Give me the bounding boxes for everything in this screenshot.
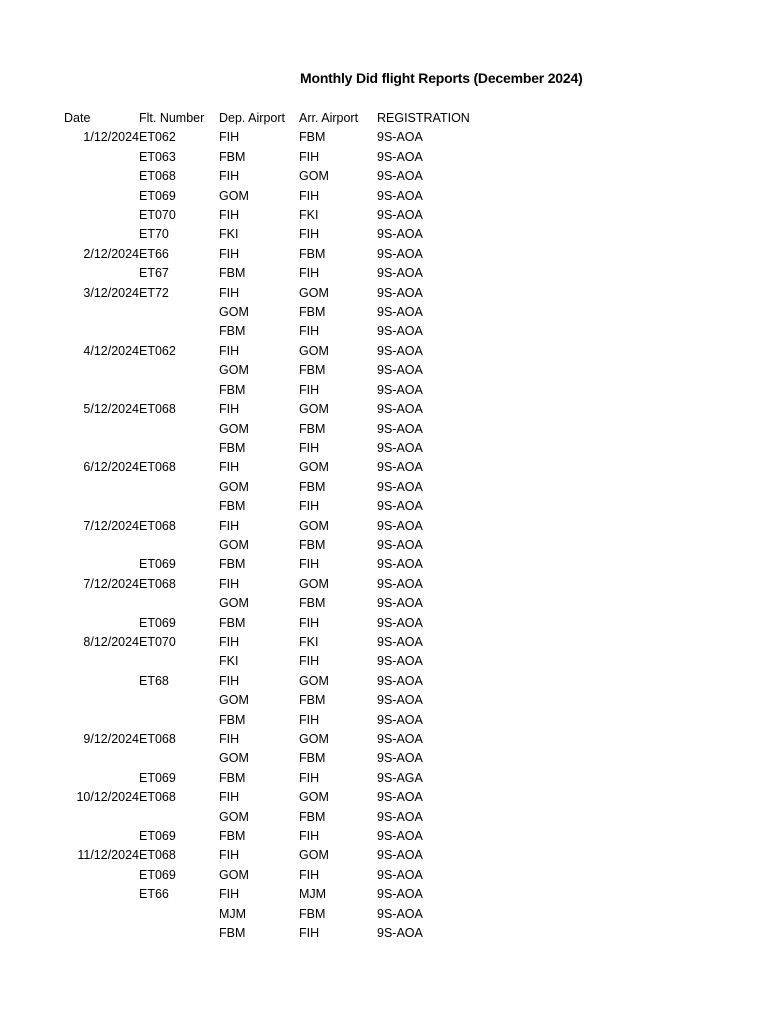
registration-cell: 9S-AOA [377,460,423,475]
arrival-airport-cell: FIH [299,227,320,242]
table-row [60,225,477,244]
flight-number-cell [139,497,219,516]
column-header-arrival-airport: Arr. Airport [299,111,359,125]
date-cell: 2/12/2024 [83,246,139,261]
flight-number-cell: ET68 [139,673,169,688]
flight-number-cell: ET068 [139,790,176,805]
table-row [60,128,477,147]
arrival-airport-cell: FIH [299,324,320,339]
date-cell [60,167,139,186]
table-row [60,594,477,613]
table-row [60,458,477,477]
date-cell [60,303,139,322]
departure-airport-cell: MJM [219,906,247,921]
date-cell [60,691,139,710]
column-header-registration: REGISTRATION [377,111,470,125]
date-cell [60,497,139,516]
departure-airport-cell: FIH [219,887,240,902]
table-row [60,187,477,206]
date-cell [60,555,139,574]
flight-number-cell [139,905,219,924]
departure-airport-cell: FIH [219,402,240,417]
registration-cell: 9S-AOA [377,343,423,358]
registration-cell: 9S-AOA [377,518,423,533]
arrival-airport-cell: FBM [299,537,326,552]
date-cell [60,924,139,943]
flight-number-cell [139,478,219,497]
date-cell [60,148,139,167]
table-row [60,439,477,458]
registration-cell: 9S-AOA [377,188,423,203]
registration-cell: 9S-AOA [377,634,423,649]
date-cell [60,905,139,924]
table-row [60,148,477,167]
arrival-airport-cell: FBM [299,130,326,145]
registration-cell: 9S-AOA [377,906,423,921]
departure-airport-cell: GOM [219,421,249,436]
arrival-airport-cell: FIH [299,440,320,455]
departure-airport-cell: FIH [219,576,240,591]
flight-number-cell: ET070 [139,208,176,223]
departure-airport-cell: FBM [219,557,246,572]
flight-number-cell: ET70 [139,227,169,242]
table-row [60,536,477,555]
date-cell: 10/12/2024 [76,790,139,805]
date-cell [60,187,139,206]
departure-airport-cell: FKI [219,654,239,669]
date-cell [60,827,139,846]
arrival-airport-cell: GOM [299,848,329,863]
flight-number-cell [139,808,219,827]
flight-number-cell [139,594,219,613]
arrival-airport-cell: FIH [299,829,320,844]
registration-cell: 9S-AOA [377,887,423,902]
arrival-airport-cell: MJM [299,887,327,902]
flight-number-cell: ET66 [139,887,169,902]
table-row [60,361,477,380]
departure-airport-cell: GOM [219,363,249,378]
registration-cell: 9S-AOA [377,266,423,281]
registration-cell: 9S-AOA [377,673,423,688]
departure-airport-cell: FIH [219,518,240,533]
registration-cell: 9S-AOA [377,324,423,339]
flight-report-table [60,109,477,943]
arrival-airport-cell: FIH [299,615,320,630]
registration-cell: 9S-AOA [377,402,423,417]
flight-number-cell [139,749,219,768]
arrival-airport-cell: FBM [299,479,326,494]
date-cell [60,614,139,633]
table-header [60,109,477,128]
table-row [60,167,477,186]
flight-number-cell: ET66 [139,246,169,261]
table-row [60,672,477,691]
table-row [60,400,477,419]
departure-airport-cell: FBM [219,615,246,630]
arrival-airport-cell: GOM [299,460,329,475]
table-row [60,905,477,924]
arrival-airport-cell: GOM [299,402,329,417]
registration-cell: 9S-AOA [377,654,423,669]
registration-cell: 9S-AOA [377,751,423,766]
flight-number-cell: ET068 [139,169,176,184]
table-row [60,846,477,865]
arrival-airport-cell: FIH [299,926,320,941]
registration-cell: 9S-AOA [377,382,423,397]
flight-number-cell [139,652,219,671]
departure-airport-cell: FBM [219,499,246,514]
column-header-departure-airport: Dep. Airport [219,111,286,125]
arrival-airport-cell: FBM [299,305,326,320]
table-row [60,206,477,225]
registration-cell: 9S-AOA [377,615,423,630]
flight-number-cell: ET069 [139,615,176,630]
flight-number-cell: ET062 [139,130,176,145]
date-cell: 1/12/2024 [83,130,139,145]
date-cell [60,885,139,904]
registration-cell: 9S-AOA [377,305,423,320]
column-header-flight-number: Flt. Number [139,111,205,125]
registration-cell: 9S-AOA [377,867,423,882]
registration-cell: 9S-AOA [377,227,423,242]
flight-number-cell [139,924,219,943]
departure-airport-cell: GOM [219,479,249,494]
table-row [60,303,477,322]
arrival-airport-cell: FBM [299,693,326,708]
registration-cell: 9S-AOA [377,596,423,611]
flight-number-cell [139,381,219,400]
registration-cell: 9S-AOA [377,169,423,184]
registration-cell: 9S-AOA [377,363,423,378]
table-row [60,749,477,768]
departure-airport-cell: FIH [219,285,240,300]
flight-number-cell [139,439,219,458]
arrival-airport-cell: FIH [299,266,320,281]
departure-airport-cell: FBM [219,770,246,785]
date-cell [60,478,139,497]
flight-number-cell [139,536,219,555]
arrival-airport-cell: GOM [299,518,329,533]
arrival-airport-cell: FBM [299,246,326,261]
arrival-airport-cell: FIH [299,188,320,203]
arrival-airport-cell: FKI [299,634,319,649]
table-row [60,478,477,497]
registration-cell: 9S-AOA [377,848,423,863]
departure-airport-cell: FBM [219,829,246,844]
departure-airport-cell: FKI [219,227,239,242]
flight-number-cell [139,711,219,730]
arrival-airport-cell: FBM [299,363,326,378]
flight-number-cell: ET068 [139,732,176,746]
departure-airport-cell: FIH [219,790,240,805]
date-cell [60,808,139,827]
date-cell [60,672,139,691]
date-cell [60,420,139,439]
arrival-airport-cell: GOM [299,732,329,746]
arrival-airport-cell: GOM [299,790,329,805]
registration-cell: 9S-AOA [377,421,423,436]
table-row [60,691,477,710]
flight-number-cell: ET069 [139,867,176,882]
flight-number-cell: ET068 [139,460,176,475]
flight-number-cell: ET069 [139,188,176,203]
arrival-airport-cell: FBM [299,421,326,436]
registration-cell: 9S-AOA [377,809,423,824]
date-cell: 4/12/2024 [83,343,139,358]
departure-airport-cell: FIH [219,208,240,223]
arrival-airport-cell: GOM [299,673,329,688]
departure-airport-cell: FBM [219,382,246,397]
flight-number-cell: ET070 [139,634,176,649]
departure-airport-cell: FBM [219,440,246,455]
table-row [60,517,477,536]
date-cell: 7/12/2024 [83,576,139,591]
date-cell [60,652,139,671]
arrival-airport-cell: FBM [299,809,326,824]
arrival-airport-cell: FIH [299,149,320,164]
table-row [60,769,477,788]
arrival-airport-cell: FIH [299,770,320,785]
flight-number-cell: ET062 [139,343,176,358]
registration-cell: 9S-AOA [377,829,423,844]
registration-cell: 9S-AGA [377,770,423,785]
table-row [60,827,477,846]
departure-airport-cell: FIH [219,246,240,261]
arrival-airport-cell: FBM [299,596,326,611]
table-row [60,924,477,943]
table-row [60,652,477,671]
flight-number-cell: ET068 [139,576,176,591]
departure-airport-cell: GOM [219,693,249,708]
departure-airport-cell: FIH [219,460,240,475]
departure-airport-cell: FIH [219,130,240,145]
date-cell: 7/12/2024 [83,518,139,533]
departure-airport-cell: GOM [219,809,249,824]
registration-cell: 9S-AOA [377,537,423,552]
arrival-airport-cell: FIH [299,867,320,882]
date-cell [60,536,139,555]
date-cell: 9/12/2024 [83,732,139,746]
departure-airport-cell: GOM [219,751,249,766]
registration-cell: 9S-AOA [377,732,423,746]
date-cell [60,749,139,768]
registration-cell: 9S-AOA [377,208,423,223]
date-cell: 6/12/2024 [83,460,139,475]
departure-airport-cell: GOM [219,305,249,320]
arrival-airport-cell: FIH [299,557,320,572]
registration-cell: 9S-AOA [377,285,423,300]
arrival-airport-cell: FIH [299,654,320,669]
date-cell [60,206,139,225]
table-row [60,342,477,361]
departure-airport-cell: FBM [219,712,246,727]
registration-cell: 9S-AOA [377,790,423,805]
departure-airport-cell: FBM [219,926,246,941]
arrival-airport-cell: FIH [299,499,320,514]
flight-number-cell [139,420,219,439]
registration-cell: 9S-AOA [377,149,423,164]
flight-number-cell: ET068 [139,848,176,863]
departure-airport-cell: FBM [219,266,246,281]
arrival-airport-cell: FBM [299,906,326,921]
date-cell [60,439,139,458]
flight-number-cell: ET67 [139,266,169,281]
departure-airport-cell: GOM [219,596,249,611]
flight-number-cell [139,303,219,322]
arrival-airport-cell: GOM [299,343,329,358]
table-row [60,284,477,303]
flight-number-cell [139,361,219,380]
arrival-airport-cell: GOM [299,169,329,184]
table-row [60,245,477,264]
column-header-date: Date [64,111,91,125]
flight-number-cell [139,322,219,341]
date-cell [60,711,139,730]
arrival-airport-cell: FIH [299,382,320,397]
flight-number-cell: ET069 [139,829,176,844]
departure-airport-cell: FIH [219,343,240,358]
table-row [60,730,477,749]
table-row [60,264,477,283]
flight-number-cell: ET72 [139,285,169,300]
table-row [60,633,477,652]
page-title: Monthly Did flight Reports (December 2024) [300,70,583,86]
date-cell [60,264,139,283]
table-row [60,555,477,574]
registration-cell: 9S-AOA [377,693,423,708]
departure-airport-cell: FBM [219,324,246,339]
table-row [60,885,477,904]
arrival-airport-cell: FKI [299,208,319,223]
date-cell: 5/12/2024 [83,402,139,417]
departure-airport-cell: FIH [219,848,240,863]
date-cell [60,769,139,788]
table-row [60,614,477,633]
departure-airport-cell: GOM [219,188,249,203]
registration-cell: 9S-AOA [377,712,423,727]
table-row [60,866,477,885]
departure-airport-cell: FIH [219,169,240,184]
flight-number-cell: ET068 [139,402,176,417]
date-cell [60,322,139,341]
departure-airport-cell: FIH [219,732,240,746]
flight-number-cell: ET063 [139,149,176,164]
table-row [60,420,477,439]
table-row [60,788,477,807]
departure-airport-cell: GOM [219,867,249,882]
table-row [60,808,477,827]
date-cell [60,361,139,380]
date-cell [60,866,139,885]
departure-airport-cell: FIH [219,673,240,688]
registration-cell: 9S-AOA [377,130,423,145]
table-row [60,575,477,594]
departure-airport-cell: FIH [219,634,240,649]
departure-airport-cell: GOM [219,537,249,552]
arrival-airport-cell: GOM [299,285,329,300]
registration-cell: 9S-AOA [377,246,423,261]
date-cell [60,225,139,244]
date-cell: 3/12/2024 [83,285,139,300]
arrival-airport-cell: FIH [299,712,320,727]
flight-number-cell: ET068 [139,518,176,533]
flight-number-cell: ET069 [139,770,176,785]
table-row [60,711,477,730]
arrival-airport-cell: FBM [299,751,326,766]
arrival-airport-cell: GOM [299,576,329,591]
registration-cell: 9S-AOA [377,926,423,941]
registration-cell: 9S-AOA [377,499,423,514]
table-row [60,497,477,516]
departure-airport-cell: FBM [219,149,246,164]
date-cell: 11/12/2024 [77,848,139,863]
registration-cell: 9S-AOA [377,479,423,494]
flight-number-cell [139,691,219,710]
date-cell [60,381,139,400]
table-row [60,381,477,400]
registration-cell: 9S-AOA [377,557,423,572]
table-row [60,322,477,341]
table-body [60,128,477,943]
date-cell: 8/12/2024 [83,634,139,649]
registration-cell: 9S-AOA [377,576,423,591]
header-row [60,109,477,128]
registration-cell: 9S-AOA [377,440,423,455]
date-cell [60,594,139,613]
flight-number-cell: ET069 [139,557,176,572]
